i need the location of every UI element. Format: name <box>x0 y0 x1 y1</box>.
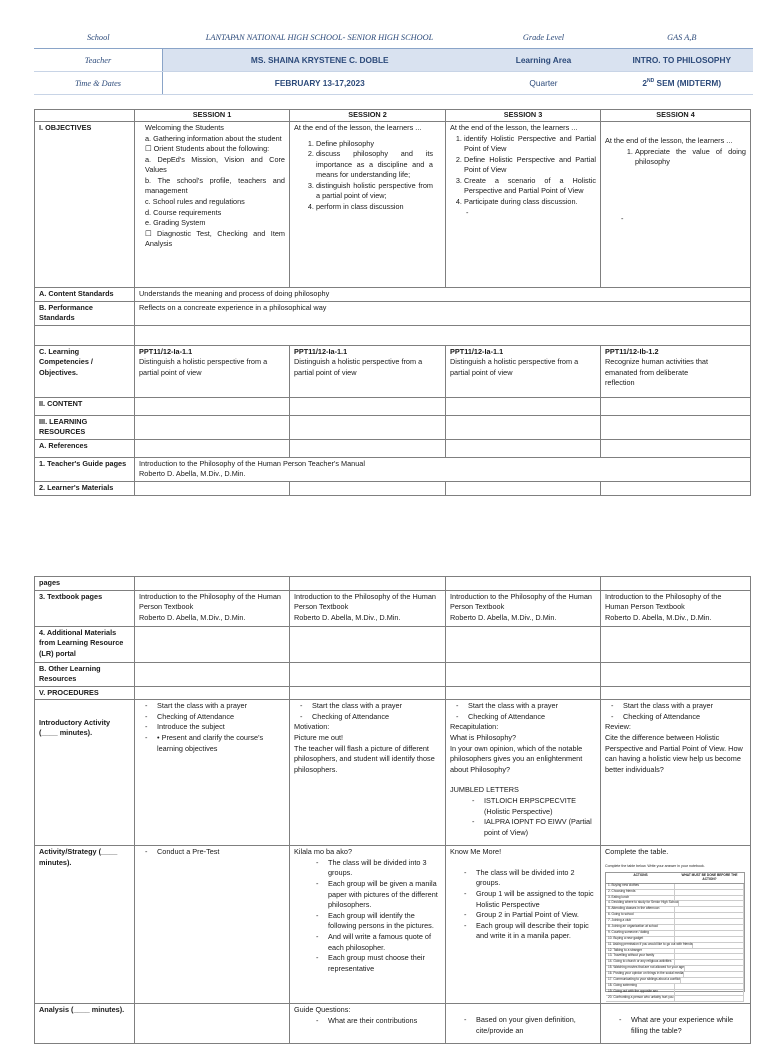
mini-table-action: 20. Confronting a person who unfairly hurt you <box>608 994 674 999</box>
mini-table-blank <box>679 901 744 906</box>
mini-table-action: 16. Posting your opinion on things in the social media <box>608 971 684 976</box>
textbook-label: 3. Textbook pages <box>35 590 135 626</box>
intro-s2-item: - Checking of Attendance <box>312 712 441 723</box>
textbook-row <box>35 590 751 626</box>
textbook-line: Roberto D. Abella, M.Div., D.Min. <box>294 612 401 622</box>
empty-cell <box>135 415 290 439</box>
teachers-guide-label: 1. Teacher's Guide pages <box>35 457 135 481</box>
obj-s1-line: e. Grading System <box>145 218 206 228</box>
empty-cell <box>446 397 601 415</box>
activity-s3-item: - Group 1 will be assigned to the topic Holistic Perspective <box>476 889 596 910</box>
analysis-s4-list <box>605 1015 746 1036</box>
intro-s1-item: - Start the class with a prayer <box>157 701 285 712</box>
activity-s4 <box>601 846 751 1004</box>
quarter-rest: SEM (MIDTERM) <box>654 78 722 88</box>
mini-table-blank <box>675 990 744 995</box>
mini-table-action: 15. Watching movies that are not allowed for your age <box>608 965 685 970</box>
activity-s3 <box>446 846 601 1004</box>
header-row-teacher <box>34 49 753 72</box>
mini-table-action: 17. Communicating to your siblings about a conflict <box>608 977 680 982</box>
intro-s2-list <box>294 701 441 722</box>
competency-text: Recognize human activities that emanated from deliberate reflection <box>605 357 709 388</box>
intro-s4-line: Cite the difference between Holistic Perspective and Partial Point of View. How can having a holistic view help us become better individuals? <box>605 733 743 774</box>
intro-s2 <box>290 700 446 846</box>
dll-table-top <box>34 109 751 496</box>
intro-s4-item: - Start the class with a prayer <box>623 701 746 712</box>
mini-table-blank <box>684 972 744 977</box>
quarter-num: 2 <box>642 78 648 88</box>
intro-s3-item: - Start the class with a prayer <box>468 701 596 712</box>
obj-s3-dash: - <box>466 207 469 217</box>
session-4-header: SESSION 4 <box>601 110 751 122</box>
textbook-s4 <box>601 590 751 626</box>
textbook-s1 <box>135 590 290 626</box>
empty-cell <box>135 482 290 496</box>
intro-s3-line: Recapitulation: <box>450 722 499 732</box>
empty-cell <box>601 686 751 700</box>
teacher-label: Teacher <box>34 49 163 72</box>
analysis-s2-item: - What are their contributions <box>328 1016 441 1027</box>
mini-col-actions: ACTIONS <box>633 873 648 878</box>
objectives-row <box>35 122 751 288</box>
objectives-s2 <box>290 122 446 288</box>
analysis-s3-item: - Based on your given definition, cite/provide an <box>476 1015 596 1036</box>
intro-s4-line: Review: <box>605 722 631 732</box>
activity-s2-title: Kilala mo ba ako? <box>294 847 353 857</box>
mini-table-action: 19. Going out with the opposite sex <box>606 990 675 995</box>
obj-s1-line: ☐ Orient Students about the following: <box>145 144 270 154</box>
competency-text: Distinguish a holistic perspective from a partial point of view <box>139 357 268 377</box>
empty-cell <box>601 397 751 415</box>
textbook-line: Introduction to the Philosophy of the Human Person Textbook <box>450 591 592 612</box>
intro-s1-item: - Checking of Attendance <box>157 712 285 723</box>
obj-s4-item: 1. Appreciate the value of doing philosophy <box>635 147 746 168</box>
empty-cell <box>135 577 290 591</box>
intro-s1 <box>135 700 290 846</box>
mini-table-action: 14. Going to church or any religious activities <box>606 960 675 965</box>
empty-cell <box>290 662 446 686</box>
activity-s3-item: - The class will be divided into 2 groups. <box>476 868 596 889</box>
intro-s2-line: Picture me out! <box>294 733 344 743</box>
mini-table-row <box>606 996 744 1002</box>
objectives-s3 <box>446 122 601 288</box>
analysis-s2 <box>290 1004 446 1044</box>
mini-table-blank <box>675 884 744 889</box>
obj-s2-item: 4. perform in class discussion <box>316 202 433 213</box>
mini-table-blank <box>685 966 744 971</box>
activity-s2-item: - And will write a famous quote of each philosopher. <box>328 932 441 953</box>
jumbled-item: - ISTLOICH ERPSCPECVITE (Holistic Perspective) <box>484 796 596 817</box>
mini-col-what: WHAT MUST BE DONE BEFORE THE ACTION? <box>681 873 738 881</box>
intro-s2-item: - Start the class with a prayer <box>312 701 441 712</box>
objectives-s1 <box>135 122 290 288</box>
teachers-guide-line: Introduction to the Philosophy of the Human Person Teacher's Manual <box>139 458 365 468</box>
grade-label: Grade Level <box>477 26 611 49</box>
empty-cell <box>135 662 290 686</box>
intro-s4 <box>601 700 751 846</box>
obj-s1-line: a. DepEd's Mission, Vision and Core Values <box>145 154 285 175</box>
learners-materials-row <box>35 482 751 496</box>
textbook-line: Roberto D. Abella, M.Div., D.Min. <box>605 612 712 622</box>
textbook-line: Introduction to the Philosophy of the Human Person Textbook <box>605 591 722 612</box>
empty-cell <box>446 415 601 439</box>
empty-cell <box>601 415 751 439</box>
analysis-s3 <box>446 1004 601 1044</box>
intro-s3-line: In your own opinion, which of the notable philosophers gives you an enlightenment about Philosophy? <box>450 743 583 774</box>
competencies-row <box>35 345 751 397</box>
empty-cell <box>601 626 751 662</box>
mini-table-action: 11. Asking permission if you would like to go out with friends <box>608 941 693 946</box>
empty-cell <box>446 626 601 662</box>
empty-cell <box>290 577 446 591</box>
analysis-s3-list <box>450 1015 596 1036</box>
activity-s4-title: Complete the table. <box>605 847 669 857</box>
intro-activity-label: Introductory Activity (____ minutes). <box>35 700 135 846</box>
empty-cell <box>135 439 290 457</box>
intro-s1-item: - Introduce the subject <box>157 722 285 733</box>
activity-s2-item: - Each group will identify the following persons in the pictures. <box>328 911 441 932</box>
content-standards-row <box>35 288 751 302</box>
empty-cell <box>135 626 290 662</box>
obj-s2-item: 2. discuss philosophy and its importance as a discipline and a means for understanding life; <box>316 149 433 181</box>
school-label: School <box>34 26 163 49</box>
area-label: Learning Area <box>477 49 611 72</box>
mini-table-action: 3. Eating lunch <box>606 896 675 901</box>
obj-s2-list <box>294 139 441 213</box>
competencies-s1 <box>135 345 290 397</box>
mini-table-action: 6. Going to school <box>606 913 675 918</box>
intro-s1-item: - • Present and clarify the course's learning objectives <box>157 733 285 754</box>
analysis-row <box>35 1004 751 1044</box>
intro-s3-list <box>450 701 596 722</box>
mini-table-action: 12. Talking to a stranger <box>606 949 675 954</box>
activity-s2 <box>290 846 446 1004</box>
empty-cell <box>446 482 601 496</box>
mini-table-action: 5. Attending classes in the afternoon <box>606 907 675 912</box>
obj-s3-item: 4. Participate during class discussion. <box>464 197 596 208</box>
mini-table-blank <box>675 925 744 930</box>
teachers-guide-row <box>35 457 751 481</box>
analysis-s1 <box>135 1004 290 1044</box>
resources-row <box>35 415 751 439</box>
activity-s3-item: - Group 2 in Partial Point of View. <box>476 910 596 921</box>
mini-table-blank <box>675 896 744 901</box>
objectives-label: I. OBJECTIVES <box>35 122 135 288</box>
obj-s1-line: a. Gathering information about the student <box>145 133 282 143</box>
activity-s3-item: - Each group will describe their topic and write it in a manila paper. <box>476 921 596 942</box>
school-value: LANTAPAN NATIONAL HIGH SCHOOL- SENIOR HIGH SCHOOL <box>163 26 477 49</box>
empty-cell <box>446 577 601 591</box>
performance-standards-row <box>35 301 751 325</box>
mini-table-blank <box>675 996 744 1001</box>
additional-row <box>35 626 751 662</box>
analysis-s2-title: Guide Questions: <box>294 1005 351 1015</box>
obj-s2-intro: At the end of the lesson, the learners ... <box>294 123 422 132</box>
intro-s4-item: - Checking of Attendance <box>623 712 746 723</box>
activity-s1-item: - Conduct a Pre-Test <box>157 847 285 858</box>
other-row <box>35 662 751 686</box>
intro-s3 <box>446 700 601 846</box>
competency-code: PPT11/12-Ia-1.1 <box>139 346 193 356</box>
mini-table-action: 10. Buying a new gadget <box>606 937 675 942</box>
analysis-s4-item: - What are your experience while filling the table? <box>631 1015 746 1036</box>
mini-table-blank <box>675 949 744 954</box>
mini-table-blank <box>675 931 744 936</box>
intro-s3-item: - Checking of Attendance <box>468 712 596 723</box>
activity-s3-list <box>450 868 596 942</box>
mini-table-rows <box>606 884 744 1002</box>
blank-row <box>35 325 751 345</box>
empty-cell <box>290 415 446 439</box>
empty-cell <box>601 577 751 591</box>
session-3-header: SESSION 3 <box>446 110 601 122</box>
performance-standards-text: Reflects on a concreate experience in a philosophical way <box>135 301 751 325</box>
obj-s3-item: 3. Create a scenario of a Holistic Perspective and Partial Point of View <box>464 176 596 197</box>
page-separator <box>0 560 768 570</box>
analysis-label: Analysis (____ minutes). <box>35 1004 135 1044</box>
textbook-line: Introduction to the Philosophy of the Human Person Textbook <box>139 591 281 612</box>
session-header-blank <box>35 110 135 122</box>
intro-s2-line: Motivation: <box>294 722 330 732</box>
mini-table-action: 13. Travelling without your family <box>606 954 675 959</box>
mini-table-blank <box>675 907 744 912</box>
obj-s4-dash: - <box>621 213 624 223</box>
procedures-label: V. PROCEDURES <box>35 686 135 700</box>
dll-table-bottom <box>34 576 751 1044</box>
quarter-sup: ND <box>647 78 655 85</box>
textbook-s2 <box>290 590 446 626</box>
mini-table-blank <box>675 954 744 959</box>
empty-cell <box>446 662 601 686</box>
empty-cell <box>446 686 601 700</box>
mini-table-blank <box>675 937 744 942</box>
activity-s3-title: Know Me More! <box>450 847 502 857</box>
other-label: B. Other Learning Resources <box>35 662 135 686</box>
competency-code: PPT11/12-Ia-1.1 <box>294 346 348 356</box>
mini-table-action: 2. Choosing friends <box>606 890 675 895</box>
learners-materials-label: 2. Learner's Materials <box>35 482 135 496</box>
empty-cell <box>290 482 446 496</box>
empty-cell <box>601 482 751 496</box>
content-row <box>35 397 751 415</box>
activity-row <box>35 846 751 1004</box>
competency-text: Distinguish a holistic perspective from a partial point of view <box>294 357 423 377</box>
empty-cell <box>601 439 751 457</box>
pages-row <box>35 577 751 591</box>
textbook-line: Roberto D. Abella, M.Div., D.Min. <box>139 612 246 622</box>
mini-table-action: 18. Going swimming <box>606 984 675 989</box>
dates-value: FEBRUARY 13-17,2023 <box>163 72 477 95</box>
obj-s3-item: 2. Define Holistic Perspective and Partial Point of View <box>464 155 596 176</box>
content-label: II. CONTENT <box>35 397 135 415</box>
intro-s4-list <box>605 701 746 722</box>
activity-s2-item: - Each group must choose their representative <box>328 953 441 974</box>
empty-cell <box>290 397 446 415</box>
procedures-row <box>35 686 751 700</box>
obj-s2-item: 3. distinguish holistic perspective from a partial point of view; <box>316 181 433 202</box>
competencies-s4 <box>601 345 751 397</box>
teacher-value: MS. SHAINA KRYSTENE C. DOBLE <box>163 49 477 72</box>
obj-s4-intro: At the end of the lesson, the learners ... <box>605 136 733 145</box>
obj-s1-line: ☐ Diagnostic Test, Checking and Item Analysis <box>145 228 285 249</box>
mini-table-blank <box>675 919 744 924</box>
header-row-dates <box>34 72 753 95</box>
references-row <box>35 439 751 457</box>
competency-text: Distinguish a holistic perspective from a partial point of view <box>450 357 579 377</box>
references-label: A. References <box>35 439 135 457</box>
mini-table-action: 7. Joining a club <box>606 919 675 924</box>
jumbled-item: - IALPRA IOPNT FO EIWV (Partial point of View) <box>484 817 596 838</box>
area-value: INTRO. TO PHILOSOPHY <box>611 49 754 72</box>
obj-s1-line: b. The school's profile, teachers and management <box>145 175 285 196</box>
session-2-header: SESSION 2 <box>290 110 446 122</box>
activity-s1-list <box>139 847 285 858</box>
session-1-header: SESSION 1 <box>135 110 290 122</box>
competencies-s3 <box>446 345 601 397</box>
empty-cell <box>290 686 446 700</box>
additional-label: 4. Additional Materials from Learning Resource (LR) portal <box>35 626 135 662</box>
header-table <box>34 26 753 95</box>
mini-table-blank <box>675 890 744 895</box>
analysis-s4 <box>601 1004 751 1044</box>
intro-activity-row <box>35 700 751 846</box>
session-header-row <box>35 110 751 122</box>
mini-table-blank <box>693 943 744 948</box>
intro-s3-line: What is Philosophy? <box>450 733 517 743</box>
intro-s2-line: The teacher will flash a picture of different philosophers, and student will identify those philosophers. <box>294 743 435 774</box>
empty-cell <box>135 397 290 415</box>
content-standards-label: A. Content Standards <box>35 288 135 302</box>
blank-cell <box>35 325 135 345</box>
teachers-guide-line: Roberto D. Abella, M.Div., D.Min. <box>139 469 246 479</box>
mini-table-blank <box>681 978 744 983</box>
resources-label: III. LEARNING RESOURCES <box>35 415 135 439</box>
analysis-s2-list <box>294 1016 441 1027</box>
intro-s3-jumbled: JUMBLED LETTERS <box>450 785 519 795</box>
textbook-line: Introduction to the Philosophy of the Human Person Textbook <box>294 591 436 612</box>
activity-label: Activity/Strategy (____ minutes). <box>35 846 135 1004</box>
intro-s3-jumbled-list <box>450 796 596 838</box>
mini-table-blank <box>675 984 744 989</box>
grade-value: GAS A,B <box>611 26 754 49</box>
quarter-label: Quarter <box>477 72 611 95</box>
obj-s3-intro: At the end of the lesson, the learners ... <box>450 123 578 132</box>
objectives-s4 <box>601 122 751 288</box>
obj-s3-item: 1. identify Holistic Perspective and Partial Point of View <box>464 134 596 155</box>
mini-table-action: 4. Deciding where to study for Senior High School <box>608 900 679 905</box>
content-standards-text: Understands the meaning and process of doing philosophy <box>135 288 751 302</box>
empty-cell <box>290 439 446 457</box>
textbook-s3 <box>446 590 601 626</box>
performance-standards-label: B. Performance Standards <box>35 301 135 325</box>
empty-cell <box>446 439 601 457</box>
obj-s1-line: d. Course requirements <box>145 207 222 217</box>
activity-s2-item: - The class will be divided into 3 groups. <box>328 858 441 879</box>
obj-s1-line: Welcoming the Students <box>145 123 224 132</box>
mini-table-action: 1. Buying new clothes <box>606 884 675 889</box>
mini-table-blank <box>675 960 744 965</box>
obj-s2-item: 1. Define philosophy <box>316 139 433 150</box>
mini-table-action: 8. Joining an organization at school <box>606 925 675 930</box>
obj-s3-list <box>450 134 596 208</box>
obj-s1-line: c. School rules and regulations <box>145 197 245 207</box>
activity-s2-item: - Each group will be given a manila paper with pictures of the different philosophers. <box>328 879 441 911</box>
mini-table-caption: Complete the table below. Write your answer in your notebook. <box>605 863 705 868</box>
competency-code: PPT11/12-Ia-1.1 <box>450 346 504 356</box>
actions-table-image <box>605 872 745 999</box>
obj-s4-list <box>605 147 746 168</box>
empty-cell <box>601 662 751 686</box>
mini-table-blank <box>675 913 744 918</box>
dates-label: Time & Dates <box>34 72 163 95</box>
competencies-label: C. Learning Competencies / Objectives. <box>35 345 135 397</box>
page-bottom <box>0 570 768 1035</box>
header-row-school <box>34 26 753 49</box>
activity-s2-list <box>294 858 441 974</box>
empty-cell <box>290 626 446 662</box>
pages-label: pages <box>35 577 135 591</box>
blank-cell <box>135 325 751 345</box>
activity-s1 <box>135 846 290 1004</box>
competencies-s2 <box>290 345 446 397</box>
quarter-value <box>611 72 754 95</box>
textbook-line: Roberto D. Abella, M.Div., D.Min. <box>450 612 557 622</box>
intro-s1-list <box>139 701 285 754</box>
empty-cell <box>135 686 290 700</box>
teachers-guide-text <box>135 457 751 481</box>
mini-table-action: 9. Courting someone / dating <box>606 931 675 936</box>
competency-code: PPT11/12-Ib-1.2 <box>605 346 659 356</box>
